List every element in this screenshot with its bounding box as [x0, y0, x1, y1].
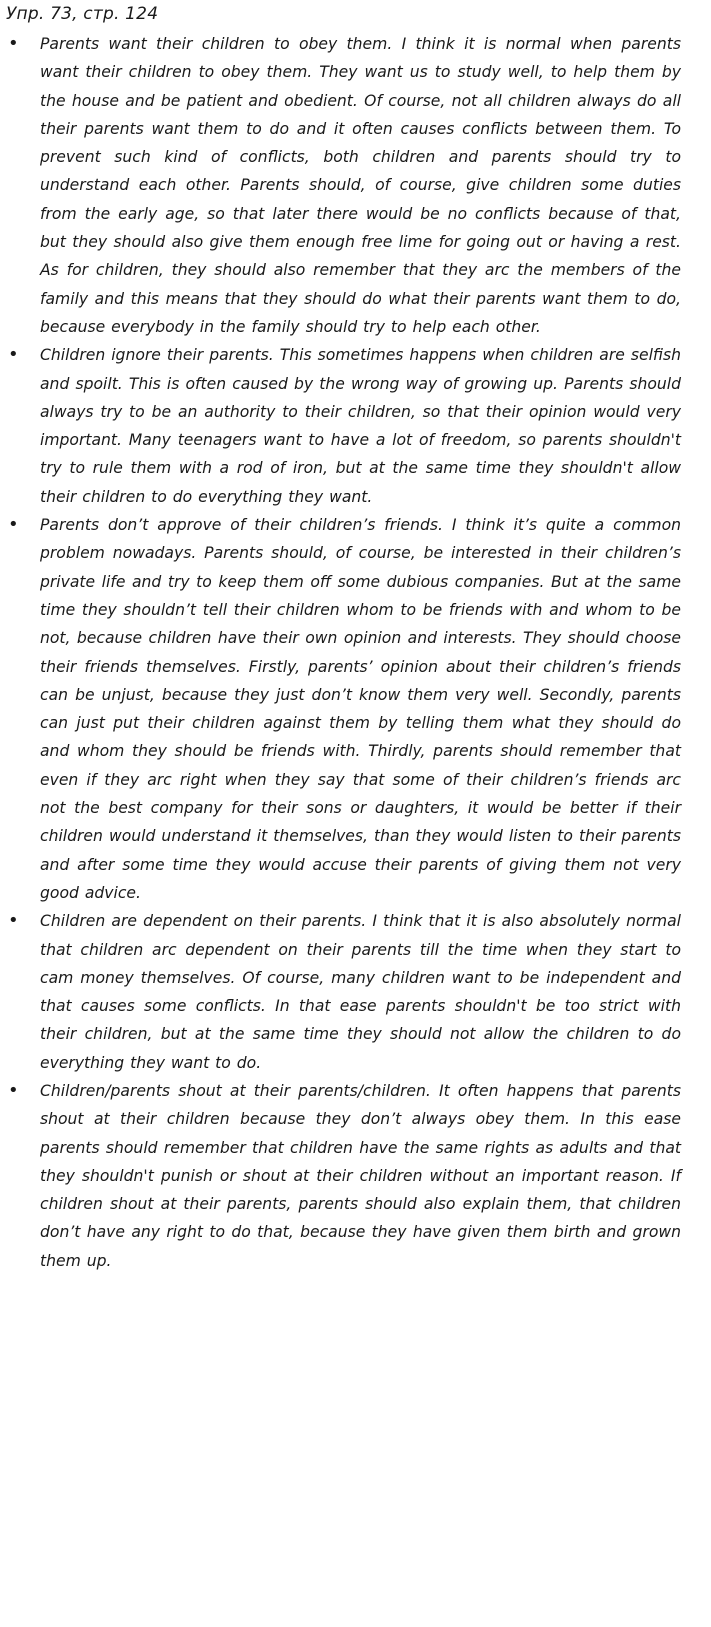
- bullet-icon: •: [8, 33, 19, 54]
- bullet-icon: •: [8, 514, 19, 536]
- bullet-icon: •: [8, 910, 19, 932]
- paragraph-text: Children are dependent on their parents. I think that it is also absolutely normal that children arc dependent on their parents till the time when they start to cam money themselves. Of course, many children want to be independent and that causes some conflicts. In that ease parents shouldn't be too strict with their children, but at the same time they should not allow the children to do everything they want to do.: [40, 912, 681, 1072]
- list-item: [6, 341, 681, 511]
- bullet-icon: •: [8, 344, 19, 366]
- paragraph-text: Parents don’t approve of their children’s friends. I think it’s quite a common problem nowadays. Parents should, of course, be interested in their children’s private life and try to keep them off some dubious companies. But at the same time they shouldn’t tell their children whom to be friends with and whom to be not, because children have their own opinion and interests. They should choose their friends themselves. Firstly, parents’ opinion about their children’s friends can be unjust, because they just don’t know them very well. Secondly, parents can just put their children against them by telling them what they should do and whom they should be friends with. Thirdly, parents should remember that even if they arc right when they say that some of their children’s friends arc not the best company for their sons or daughters, it would be better if their children would understand it themselves, than they would listen to their parents and after some time they would accuse their parents of giving them not very good advice.: [40, 516, 681, 902]
- exercise-heading: Упр. 73, стр. 124: [6, 4, 159, 24]
- paragraph-text: Children/parents shout at their parents/children. It often happens that parents shout at their children because they don’t always obey them. In this ease parents should remember that children have the same rights as adults and that they shouldn't punish or shout at their children without an important reason. If children shout at their parents, parents should also explain them, that children don’t have any right to do that, because they have given them birth and grown them up.: [40, 1081, 681, 1270]
- bullet-icon: •: [8, 1079, 19, 1101]
- list-item: [6, 30, 681, 341]
- paragraph-text: Parents want their children to obey them. I think it is normal when parents want their children to obey them. They want us to study well, to help them by the house and be patient and obedient. Of course, not all children always do all their parents want them to do and it often causes conflicts between them. To prevent such kind of conflicts, both children and parents should try to understand each other. Parents should, of course, give children some duties from the early age, so that later there would be no conflicts because of that, but they should also give them enough free lime for going out or having a rest. As for children, they should also remember that they arc the members of the family and this means that they should do what their parents want them to do, because everybody in the family should try to help each other.: [40, 35, 681, 336]
- bullet-list: [6, 30, 681, 1275]
- list-item: [6, 1077, 681, 1275]
- list-item: [6, 907, 681, 1077]
- paragraph-text: Children ignore their parents. This sometimes happens when children are selfish and spoilt. This is often caused by the wrong way of growing up. Parents should always try to be an authority to their children, so that their opinion would very important. Many teenagers want to have a lot of freedom, so parents shouldn't try to rule them with a rod of iron, but at the same time they shouldn't allow their children to do everything they want.: [40, 346, 681, 506]
- list-item: [6, 511, 681, 907]
